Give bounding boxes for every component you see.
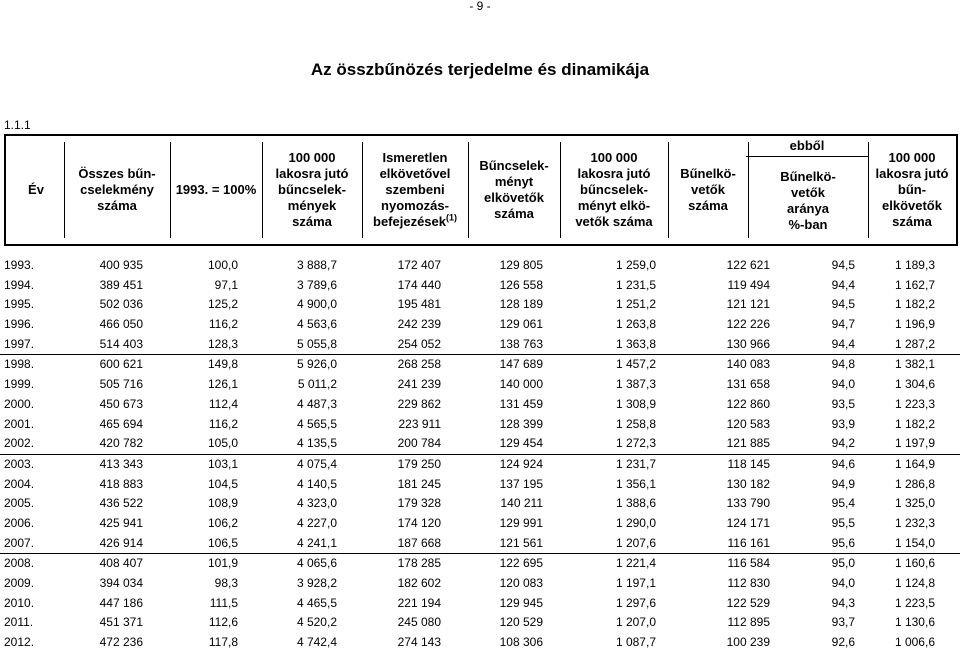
- cell-ismeretlen: 268 258: [397, 357, 441, 372]
- cell-osszes: 436 522: [99, 496, 143, 511]
- cell-index: 101,9: [207, 556, 238, 571]
- cell-ismeretlen: 242 239: [397, 317, 441, 332]
- cell-per100k: 4 323,0: [296, 496, 337, 511]
- cell-index: 108,9: [207, 496, 238, 511]
- table-row: [0, 514, 960, 534]
- cell-per100k: 3 888,7: [296, 258, 337, 272]
- cell-ev: 1995.: [4, 297, 35, 312]
- cell-index: 116,2: [208, 317, 238, 332]
- table-row: [0, 276, 960, 296]
- cell-buncs-elk: 122 695: [499, 556, 543, 571]
- cell-per100k-elk: 1 231,5: [615, 277, 656, 292]
- cell-buncs-elk: 140 211: [500, 496, 543, 511]
- cell-ismeretlen: 174 440: [397, 277, 441, 292]
- cell-bunelkovetok: 122 226: [726, 317, 770, 332]
- cell-index: 104,5: [207, 476, 238, 491]
- cell-osszes: 505 716: [99, 377, 143, 392]
- cell-per100k-bun: 1 162,7: [894, 277, 935, 292]
- cell-per100k-bun: 1 160,6: [894, 556, 935, 571]
- cell-buncs-elk: 120 083: [499, 576, 543, 590]
- cell-bunelkovetok: 140 083: [726, 357, 770, 372]
- cell-buncs-elk: 129 454: [499, 436, 543, 451]
- cell-per100k: 4 140,5: [296, 476, 337, 491]
- cell-arany: 92,6: [831, 635, 855, 650]
- cell-buncs-elk: 121 561: [499, 535, 543, 550]
- cell-arany: 94,8: [831, 357, 855, 372]
- cell-ev: 2004.: [4, 476, 35, 491]
- cell-arany: 94,3: [831, 595, 855, 610]
- cell-ismeretlen: 221 194: [397, 595, 441, 610]
- cell-osszes: 389 451: [99, 277, 143, 292]
- cell-arany: 94,5: [831, 258, 855, 272]
- table-row: [0, 574, 960, 594]
- cell-per100k-bun: 1 196,9: [894, 317, 935, 332]
- cell-per100k-elk: 1 290,0: [615, 515, 656, 530]
- cell-ismeretlen: 274 143: [397, 635, 441, 650]
- cell-arany: 94,7: [831, 317, 855, 332]
- table-row: [0, 434, 960, 454]
- cell-ev: 2002.: [4, 436, 35, 451]
- cell-ismeretlen: 181 245: [397, 476, 441, 491]
- header-index: 1993. = 100%: [175, 182, 257, 197]
- cell-per100k: 4 563,6: [296, 317, 337, 332]
- cell-per100k-elk: 1 272,3: [615, 436, 656, 451]
- cell-osszes: 465 694: [99, 416, 143, 431]
- header-per100k-elk: 100 000 lakosra jutó bűncselek- ményt elkö- vetők száma: [575, 150, 653, 229]
- cell-osszes: 466 050: [99, 317, 143, 332]
- cell-osszes: 394 034: [99, 576, 143, 590]
- cell-index: 103,1: [207, 456, 238, 471]
- cell-bunelkovetok: 100 239: [726, 635, 770, 650]
- cell-arany: 94,5: [831, 297, 855, 312]
- table-row: [0, 315, 960, 335]
- cell-ismeretlen: 182 602: [397, 576, 441, 590]
- table-row: [0, 375, 960, 395]
- cell-per100k-elk: 1 221,4: [615, 556, 656, 571]
- cell-osszes: 418 883: [99, 476, 143, 491]
- cell-buncs-elk: 126 558: [499, 277, 543, 292]
- cell-osszes: 514 403: [99, 336, 143, 351]
- cell-osszes: 413 343: [99, 456, 143, 471]
- cell-buncs-elk: 129 991: [499, 515, 543, 530]
- cell-per100k: 4 227,0: [296, 515, 337, 530]
- table-row: [0, 475, 960, 495]
- table-row: [0, 335, 960, 355]
- cell-per100k: 4 065,6: [296, 556, 337, 571]
- cell-per100k: 4 135,5: [296, 436, 337, 451]
- cell-ev: 2009.: [4, 576, 35, 590]
- cell-osszes: 451 371: [99, 615, 143, 630]
- cell-ev: 2007.: [4, 535, 35, 550]
- cell-osszes: 408 407: [99, 556, 143, 571]
- cell-per100k: 4 565,5: [296, 416, 337, 431]
- cell-arany: 95,5: [831, 515, 855, 530]
- cell-buncs-elk: 140 000: [499, 377, 543, 392]
- cell-ismeretlen: 187 668: [397, 535, 441, 550]
- cell-ev: 2012.: [4, 635, 35, 650]
- cell-ev: 2006.: [4, 515, 35, 530]
- cell-per100k-elk: 1 308,9: [615, 396, 656, 411]
- cell-per100k-bun: 1 304,6: [894, 377, 935, 392]
- cell-buncs-elk: 129 945: [499, 595, 543, 610]
- cell-per100k-bun: 1 325,0: [894, 496, 935, 511]
- page-number: - 9 -: [469, 0, 491, 13]
- cell-ismeretlen: 254 052: [397, 336, 441, 351]
- table-row: [0, 633, 960, 653]
- cell-per100k-elk: 1 388,6: [615, 496, 656, 511]
- cell-arany: 94,6: [831, 456, 855, 471]
- header-ismeretlen: [362, 136, 468, 244]
- cell-index: 106,2: [207, 515, 238, 530]
- cell-buncs-elk: 108 306: [499, 635, 543, 650]
- cell-ismeretlen: 245 080: [397, 615, 441, 630]
- header-buncs-elk: Bűncselek- ményt elkövetők száma: [479, 158, 549, 221]
- cell-per100k-bun: 1 154,0: [894, 535, 935, 550]
- table-row: [0, 553, 960, 574]
- cell-per100k-elk: 1 197,1: [615, 576, 656, 590]
- cell-osszes: 450 673: [99, 396, 143, 411]
- cell-index: 128,3: [207, 336, 238, 351]
- cell-ismeretlen: 229 862: [397, 396, 441, 411]
- cell-bunelkovetok: 119 494: [727, 277, 770, 292]
- cell-per100k-bun: 1 223,5: [894, 595, 935, 610]
- table-row: [0, 354, 960, 375]
- cell-bunelkovetok: 116 161: [727, 535, 770, 550]
- cell-arany: 94,0: [831, 377, 855, 392]
- cell-per100k-bun: 1 223,3: [894, 396, 935, 411]
- cell-index: 112,4: [208, 396, 238, 411]
- cell-index: 149,8: [207, 357, 238, 372]
- cell-per100k: 5 926,0: [296, 357, 337, 372]
- cell-ev: 1993.: [4, 258, 35, 272]
- cell-per100k-elk: 1 387,3: [615, 377, 656, 392]
- cell-buncs-elk: 138 763: [499, 336, 543, 351]
- cell-bunelkovetok: 121 121: [726, 297, 770, 312]
- cell-ismeretlen: 179 328: [397, 496, 441, 511]
- cell-per100k-elk: 1 457,2: [615, 357, 656, 372]
- cell-per100k: 3 789,6: [296, 277, 337, 292]
- cell-ev: 2011.: [4, 615, 34, 630]
- cell-bunelkovetok: 120 583: [726, 416, 770, 431]
- cell-arany: 94,4: [831, 277, 855, 292]
- cell-buncs-elk: 129 805: [499, 258, 543, 272]
- cell-ismeretlen: 200 784: [397, 436, 441, 451]
- cell-index: 117,8: [208, 635, 238, 650]
- cell-per100k-elk: 1 207,6: [615, 535, 656, 550]
- cell-per100k-elk: 1 259,0: [615, 258, 656, 272]
- header-ev: Év: [28, 182, 44, 197]
- table-row: [0, 295, 960, 315]
- cell-per100k-bun: 1 286,8: [894, 476, 935, 491]
- cell-bunelkovetok: 122 860: [726, 396, 770, 411]
- header-per100k-bun: 100 000 lakosra jutó bűn- elkövetők száma: [875, 150, 949, 229]
- cell-index: 116,2: [208, 416, 238, 431]
- cell-per100k-elk: 1 297,6: [615, 595, 656, 610]
- cell-buncs-elk: 128 399: [499, 416, 543, 431]
- cell-per100k: 4 900,0: [296, 297, 337, 312]
- cell-buncs-elk: 131 459: [499, 396, 543, 411]
- cell-bunelkovetok: 131 658: [726, 377, 770, 392]
- cell-ev: 2001.: [4, 416, 35, 431]
- header-ebbol: ebből: [789, 138, 825, 153]
- cell-osszes: 425 941: [99, 515, 143, 530]
- cell-buncs-elk: 120 529: [499, 615, 543, 630]
- header-per100k: 100 000 lakosra jutó bűncselek- mények száma: [275, 150, 349, 229]
- cell-osszes: 600 621: [99, 357, 143, 372]
- table-row: [0, 256, 960, 276]
- cell-index: 98,3: [214, 576, 238, 590]
- header-ismeretlen-text: Ismeretlen elkövetővel szembeni nyomozás- befejezések: [373, 150, 451, 229]
- cell-buncs-elk: 147 689: [499, 357, 543, 372]
- cell-per100k-bun: 1 287,2: [894, 336, 935, 351]
- cell-bunelkovetok: 130 182: [726, 476, 770, 491]
- cell-per100k-bun: 1 189,3: [894, 258, 935, 272]
- table-row: [0, 594, 960, 614]
- cell-per100k-elk: 1 231,7: [615, 456, 656, 471]
- cell-index: 112,6: [208, 615, 238, 630]
- table-row: [0, 395, 960, 415]
- section-number: 1.1.1: [4, 118, 31, 132]
- cell-bunelkovetok: 133 790: [726, 496, 770, 511]
- cell-buncs-elk: 124 924: [499, 456, 543, 471]
- cell-ev: 1999.: [4, 377, 35, 392]
- cell-per100k-elk: 1 251,2: [615, 297, 656, 312]
- header-osszes: Összes bűn- cselekmény száma: [78, 166, 156, 213]
- cell-bunelkovetok: 130 966: [726, 336, 770, 351]
- cell-per100k-bun: 1 164,9: [894, 456, 935, 471]
- cell-ismeretlen: 174 120: [397, 515, 441, 530]
- cell-arany: 93,7: [831, 615, 855, 630]
- page-title: Az összbűnözés terjedelme és dinamikája: [310, 60, 650, 79]
- cell-ismeretlen: 179 250: [397, 456, 441, 471]
- cell-per100k: 4 520,2: [296, 615, 337, 630]
- cell-per100k-elk: 1 258,8: [615, 416, 656, 431]
- cell-arany: 95,4: [831, 496, 855, 511]
- cell-bunelkovetok: 116 584: [727, 556, 770, 571]
- cell-bunelkovetok: 122 529: [726, 595, 770, 610]
- cell-buncs-elk: 137 195: [499, 476, 543, 491]
- cell-osszes: 420 782: [99, 436, 143, 451]
- cell-per100k: 4 487,3: [296, 396, 337, 411]
- cell-bunelkovetok: 112 895: [727, 615, 770, 630]
- cell-per100k: 3 928,2: [296, 576, 337, 590]
- cell-ev: 2010.: [4, 595, 35, 610]
- header-arany: Bűnelkö- vetők aránya %-ban: [780, 169, 836, 232]
- cell-per100k: 4 742,4: [296, 635, 337, 650]
- cell-per100k-elk: 1 207,0: [615, 615, 656, 630]
- cell-bunelkovetok: 112 830: [727, 576, 770, 590]
- cell-per100k: 4 241,1: [296, 535, 337, 550]
- cell-ismeretlen: 223 911: [398, 416, 441, 431]
- cell-bunelkovetok: 122 621: [726, 258, 770, 272]
- cell-osszes: 426 914: [99, 535, 143, 550]
- cell-ev: 2008.: [4, 556, 35, 571]
- cell-osszes: 502 036: [99, 297, 143, 312]
- cell-index: 105,0: [207, 436, 238, 451]
- cell-index: 100,0: [207, 258, 238, 272]
- cell-per100k: 5 011,2: [297, 377, 337, 392]
- cell-arany: 93,5: [831, 396, 855, 411]
- cell-index: 106,5: [207, 535, 238, 550]
- cell-ismeretlen: 172 407: [397, 258, 441, 272]
- cell-ev: 2005.: [4, 496, 35, 511]
- cell-ev: 2000.: [4, 396, 35, 411]
- cell-ev: 1994.: [4, 277, 35, 292]
- table-row: [0, 415, 960, 435]
- cell-index: 97,1: [214, 277, 238, 292]
- cell-arany: 94,2: [831, 436, 855, 451]
- table-body: [0, 256, 960, 653]
- cell-per100k-bun: 1 006,6: [894, 635, 935, 650]
- cell-arany: 93,9: [831, 416, 855, 431]
- cell-osszes: 400 935: [99, 258, 143, 272]
- cell-arany: 94,9: [831, 476, 855, 491]
- cell-index: 125,2: [207, 297, 238, 312]
- cell-per100k-bun: 1 197,9: [894, 436, 935, 451]
- cell-arany: 95,0: [831, 556, 855, 571]
- table-header: [4, 134, 958, 246]
- cell-ismeretlen: 195 481: [397, 297, 441, 312]
- table-row: [0, 613, 960, 633]
- cell-ismeretlen: 178 285: [397, 556, 441, 571]
- header-bunelkovetok: Bűnelkö- vetők száma: [680, 166, 736, 213]
- cell-ev: 2003.: [4, 456, 35, 471]
- cell-buncs-elk: 129 061: [499, 317, 543, 332]
- cell-bunelkovetok: 118 145: [727, 456, 770, 471]
- cell-per100k-bun: 1 182,2: [894, 297, 935, 312]
- cell-per100k-elk: 1 263,8: [615, 317, 656, 332]
- cell-ev: 1998.: [4, 357, 35, 372]
- cell-ismeretlen: 241 239: [397, 377, 441, 392]
- cell-index: 111,5: [209, 595, 238, 610]
- table-row: [0, 494, 960, 514]
- cell-per100k-bun: 1 130,6: [894, 615, 935, 630]
- cell-per100k: 5 055,8: [296, 336, 337, 351]
- cell-arany: 94,0: [831, 576, 855, 590]
- cell-per100k: 4 465,5: [296, 595, 337, 610]
- cell-per100k-bun: 1 124,8: [894, 576, 935, 590]
- header-ismeretlen-sup: (1): [446, 212, 457, 223]
- cell-per100k-elk: 1 363,8: [615, 336, 656, 351]
- cell-osszes: 472 236: [99, 635, 143, 650]
- cell-ev: 1997.: [4, 336, 35, 351]
- cell-per100k-bun: 1 382,1: [894, 357, 935, 372]
- cell-osszes: 447 186: [99, 595, 143, 610]
- table-row: [0, 454, 960, 475]
- cell-per100k-elk: 1 087,7: [615, 635, 656, 650]
- cell-arany: 94,4: [831, 336, 855, 351]
- cell-bunelkovetok: 121 885: [726, 436, 770, 451]
- cell-per100k-bun: 1 232,3: [894, 515, 935, 530]
- cell-per100k-elk: 1 356,1: [615, 476, 656, 491]
- cell-bunelkovetok: 124 171: [726, 515, 770, 530]
- cell-ev: 1996.: [4, 317, 35, 332]
- cell-per100k-bun: 1 182,2: [894, 416, 935, 431]
- cell-arany: 95,6: [831, 535, 855, 550]
- cell-buncs-elk: 128 189: [499, 297, 543, 312]
- table-row: [0, 534, 960, 554]
- cell-per100k: 4 075,4: [296, 456, 337, 471]
- cell-index: 126,1: [207, 377, 238, 392]
